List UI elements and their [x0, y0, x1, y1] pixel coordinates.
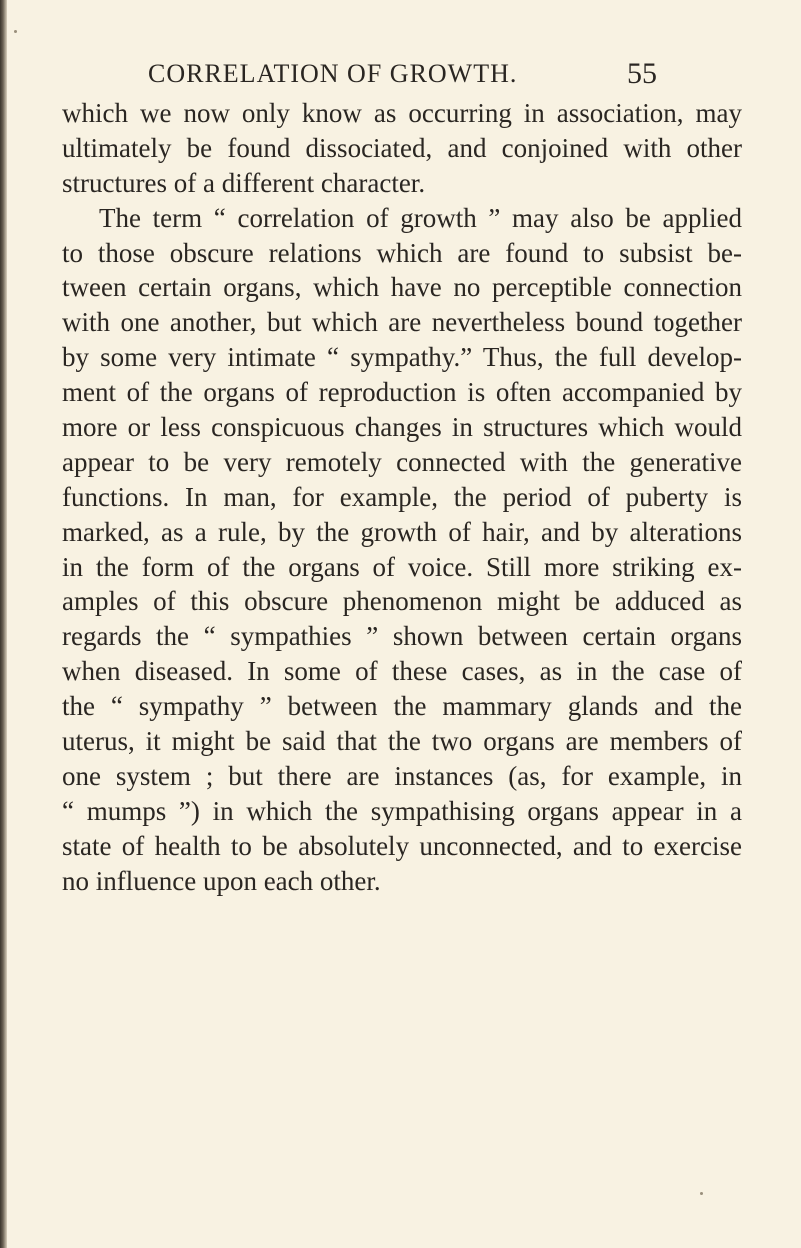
text-line: marked, as a rule, by the growth of hair, and by alterations [62, 516, 742, 547]
body-text [62, 96, 742, 898]
page-number: 55 [627, 57, 657, 90]
text-line: structures of a different character. [62, 167, 426, 198]
text-line: more or less conspicuous changes in structures which would [62, 412, 742, 443]
text-line: functions. In man, for example, the period of puberty is [62, 481, 742, 512]
page-binding-edge [0, 0, 7, 1248]
text-line: tween certain organs, which have no perceptible connection [62, 272, 742, 303]
running-head-title: CORRELATION OF GROWTH. [148, 59, 518, 88]
text-line: amples of this obscure phenomenon might be adduced as [62, 586, 742, 617]
text-line: “ mumps ”) in which the sympathising organs appear in a [62, 795, 742, 826]
text-line: ultimately be found dissociated, and conjoined with other [62, 132, 742, 163]
text-line: to those obscure relations which are found to subsist be- [62, 237, 742, 268]
paragraph [62, 96, 742, 201]
paper-speck [14, 30, 17, 33]
text-line: appear to be very remotely connected with the generative [62, 446, 742, 477]
paragraph [62, 201, 742, 899]
text-line: with one another, but which are nevertheless bound together [62, 307, 742, 338]
text-line: The term “ correlation of growth ” may also be applied [99, 202, 742, 233]
text-line: one system ; but there are instances (as, for example, in [62, 760, 742, 791]
text-line: regards the “ sympathies ” shown between certain organs [62, 621, 742, 652]
text-line: state of health to be absolutely unconnected, and to exercise [62, 830, 742, 861]
text-line: ment of the organs of reproduction is often accompanied by [62, 377, 742, 408]
running-head [0, 58, 801, 98]
paper-speck [700, 1192, 703, 1195]
text-line: no influence upon each other. [62, 865, 381, 896]
text-line: the “ sympathy ” between the mammary glands and the [62, 691, 742, 722]
text-line: in the form of the organs of voice. Still more striking ex- [62, 551, 742, 582]
text-line: by some very intimate “ sympathy.” Thus, the full develop- [62, 342, 742, 373]
text-line: which we now only know as occurring in association, may [62, 98, 742, 128]
text-line: when diseased. In some of these cases, as in the case of [62, 656, 742, 687]
text-line: uterus, it might be said that the two organs are members of [62, 726, 742, 757]
